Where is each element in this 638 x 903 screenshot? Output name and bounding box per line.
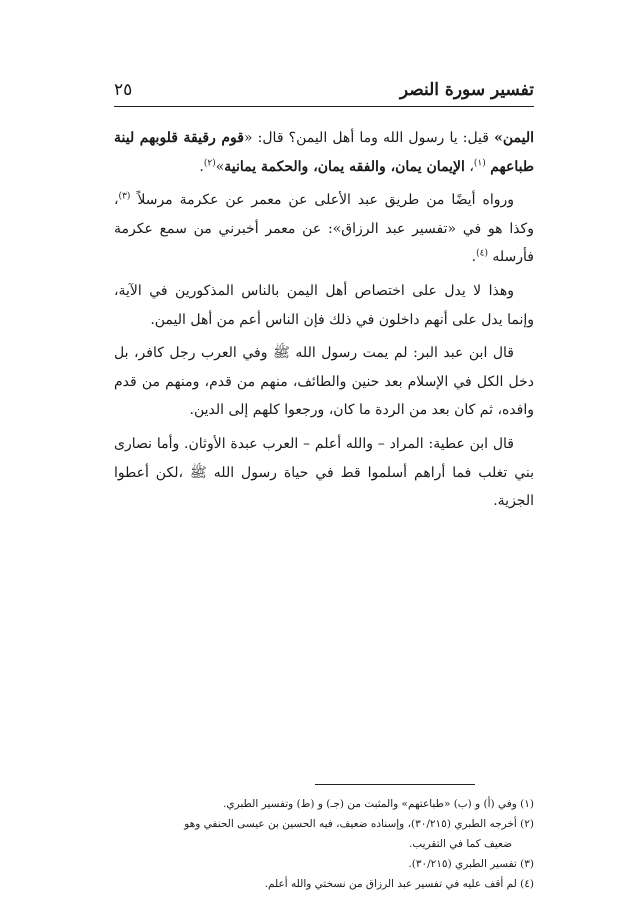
text-run: » [215, 158, 225, 175]
text-bold: اليمن» [494, 130, 534, 146]
text-run: ، [464, 158, 474, 175]
paragraph-riwaya [114, 186, 534, 272]
text-run: ، وكذا هو في «تفسير عبد الرزاق»: عن معمر أخبرني من سمع عكرمة فأرسله [114, 192, 534, 266]
paragraph-ibn-abd-al-barr: قال ابن عبد البر: لم يمت رسول الله ﷺ وفي العرب رجل كافر، بل دخل الكل في الإسلام بعد حنين والطائف، منهم من قدم، ومنهم من قدم وافده، ثم كان بعد من الردة ما كان، ورجعوا كلهم إلى الدين. [114, 345, 534, 419]
text-run: قيل: يا رسول الله وما أهل اليمن؟ قال: « [243, 130, 495, 146]
footnote-2-continued: ضعيف كما في التقريب. [408, 838, 512, 850]
running-header [114, 80, 534, 104]
footnote-1: (١) وفي (أ) و (ب) «طباعتهم» والمثبت من (جـ) و (ط) وتفسير الطبري. [223, 798, 534, 810]
footnote-3: (٣) تفسير الطبري (٣٠/٢١٥). [408, 858, 534, 870]
paragraph-commentary: وهذا لا يدل على اختصاص أهل اليمن بالناس المذكورين في الآية، وإنما يدل على أنهم داخلون في ذلك فإن الناس أعم من أهل اليمن. [114, 282, 534, 328]
body-text [114, 124, 534, 521]
text-run: . [199, 158, 204, 175]
text-run: ورواه أيضًا من طريق عبد الأعلى عن معمر عن عكرمة مرسلاً [137, 192, 514, 209]
text-run: . [471, 249, 477, 266]
header-title: تفسير سورة النصر [399, 80, 534, 100]
footnote-ref-3[interactable]: (٣) [118, 191, 131, 202]
footnote-ref-2[interactable]: (٢) [203, 157, 216, 168]
footnote-4: (٤) لم أقف عليه في تفسير عبد الرزاق من نسختي والله أعلم. [264, 878, 534, 890]
text-bold: الإيمان يمان، والفقه يمان، والحكمة يمانية [224, 158, 465, 175]
paragraph-ibn-atiyya: قال ابن عطية: المراد – والله أعلم – العرب عبدة الأوثان. وأما نصارى بني تغلب فما أراهم أسلموا قط في حياة رسول الله ﷺ ،لكن أعطوا الجزية. [114, 435, 534, 510]
footnote-2: (٢) أخرجه الطبري (٣٠/٢١٥)، وإسناده ضعيف، فيه الحسين بن عيسى الحنفي وهو [184, 818, 534, 830]
footnote-ref-1[interactable]: (١) [473, 157, 486, 168]
footnotes [114, 794, 534, 894]
page-number: ٢٥ [114, 80, 133, 100]
paragraph-hadith [114, 124, 534, 181]
footnote-ref-4[interactable]: (٤) [476, 248, 488, 259]
header-rule [114, 106, 534, 107]
text-bold: قوم رقيقة قلوبهم لينة طباعهم [114, 130, 534, 175]
footnote-separator [315, 784, 475, 785]
